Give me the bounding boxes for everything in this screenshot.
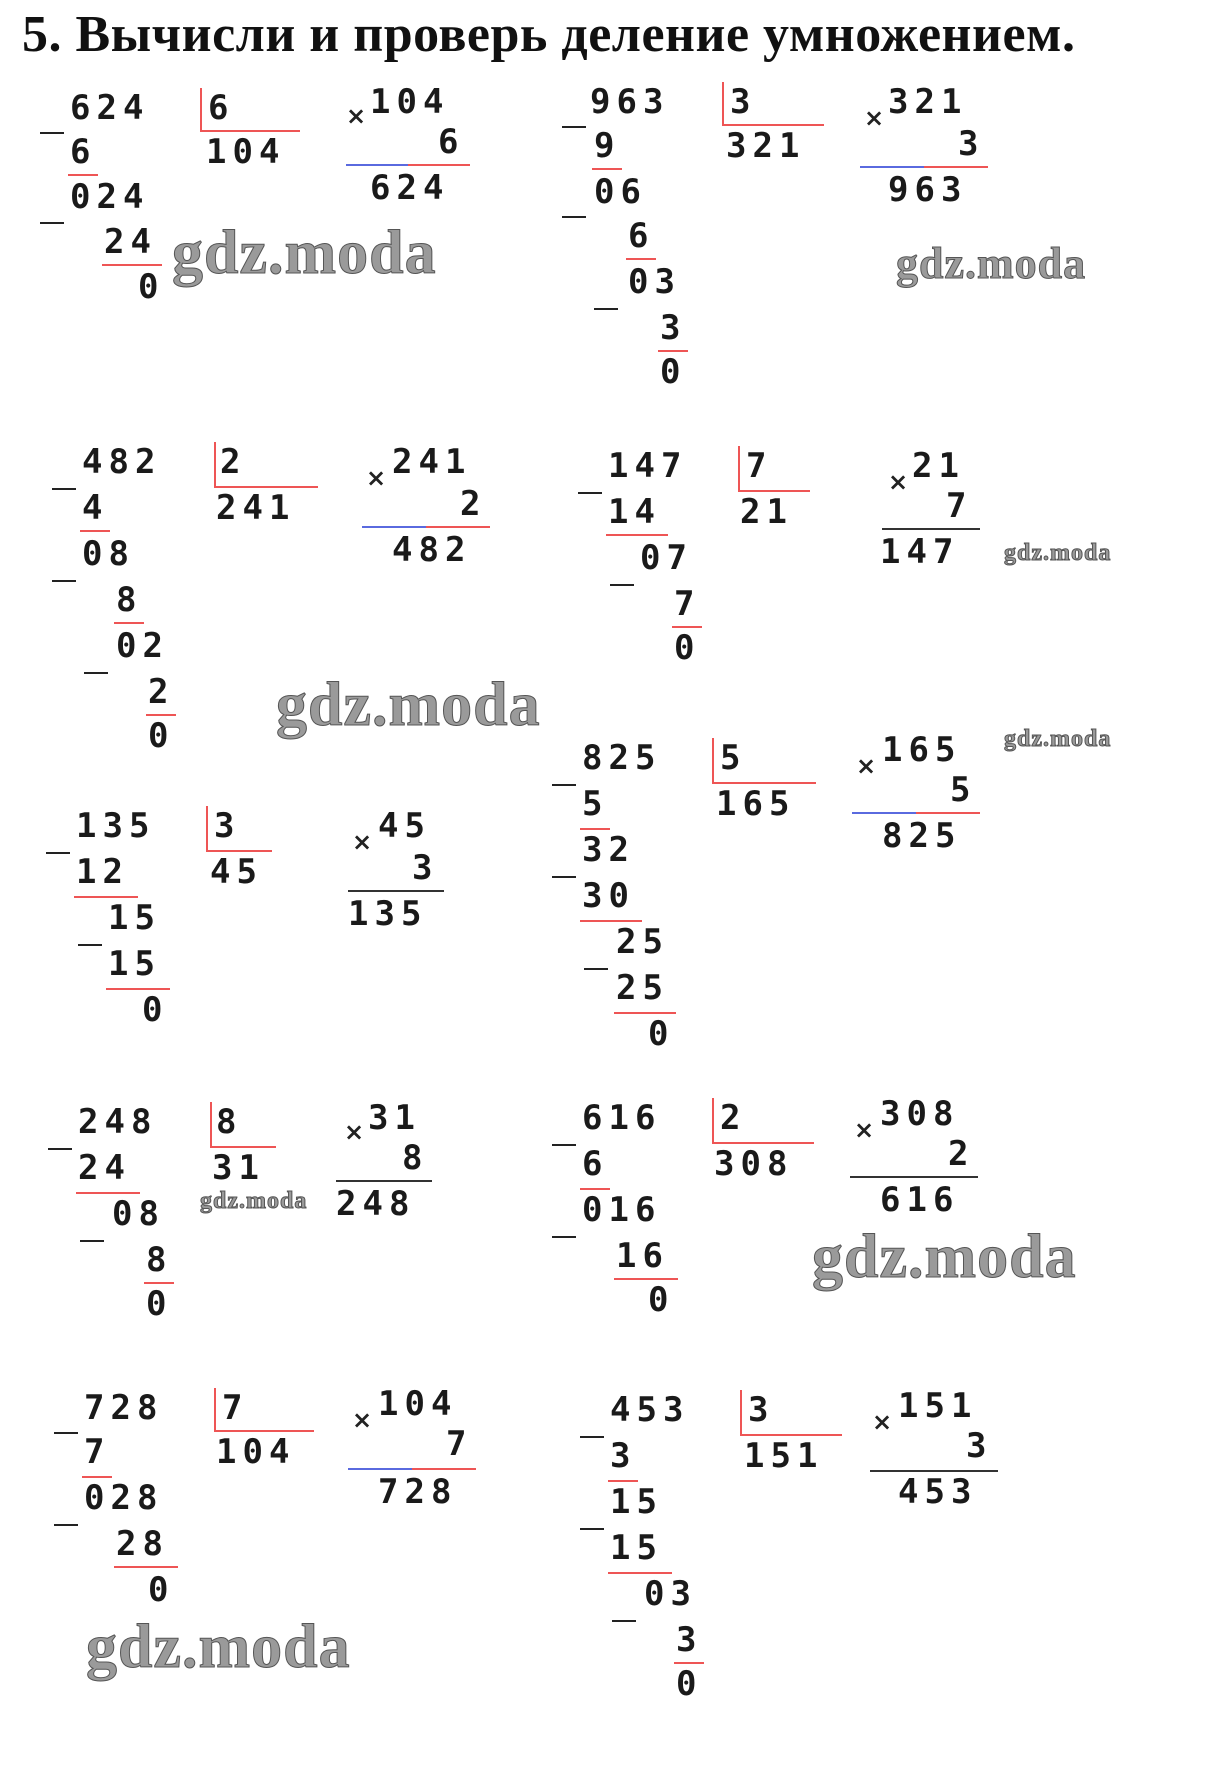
minus-sign [54, 1524, 78, 1526]
factor1: 104 [370, 82, 450, 122]
step-underline [608, 1572, 672, 1574]
step: 0 [674, 628, 701, 668]
step: 12 [76, 852, 129, 892]
quotient: 151 [744, 1436, 824, 1476]
factor2: 7 [946, 486, 973, 526]
minus-sign [46, 852, 70, 854]
minus-sign [594, 308, 618, 310]
divisor-underline [206, 850, 272, 852]
minus-sign [610, 584, 634, 586]
factor1: 104 [378, 1384, 458, 1424]
watermark: gdz.moda [86, 1613, 351, 1681]
step: 16 [616, 1236, 669, 1276]
step-underline [102, 264, 162, 266]
factor2: 3 [966, 1426, 993, 1466]
step: 03 [628, 262, 681, 302]
step: 2 [148, 672, 175, 712]
step: 0 [148, 1570, 175, 1610]
division-bar [712, 1098, 714, 1142]
step: 06 [594, 172, 647, 212]
quotient: 241 [216, 488, 296, 528]
product: 147 [880, 532, 960, 572]
step: 0 [660, 352, 687, 392]
step-underline [82, 1476, 112, 1478]
step-underline [114, 1566, 178, 1568]
product: 248 [336, 1184, 416, 1224]
product: 624 [370, 168, 450, 208]
step: 0 [142, 990, 169, 1030]
minus-sign [48, 1148, 72, 1150]
times-sign: × [872, 1408, 893, 1436]
quotient: 321 [726, 126, 806, 166]
step: 0 [138, 267, 165, 307]
step: 3 [676, 1620, 703, 1660]
step: 28 [116, 1524, 169, 1564]
step: 25 [616, 922, 669, 962]
product: 963 [888, 170, 968, 210]
step-underline [626, 258, 656, 260]
dividend: 963 [590, 82, 670, 122]
dividend: 728 [84, 1388, 164, 1428]
step-underline [68, 174, 98, 176]
factor1: 45 [378, 806, 431, 846]
step: 02 [116, 626, 169, 666]
divisor: 7 [222, 1388, 249, 1428]
step: 0 [146, 1284, 173, 1324]
watermark: gdz.moda [200, 1188, 308, 1214]
step: 4 [82, 488, 109, 528]
step: 08 [112, 1194, 165, 1234]
dividend: 482 [82, 442, 162, 482]
division-bar [214, 1388, 216, 1430]
minus-sign [552, 1236, 576, 1238]
minus-sign [584, 968, 608, 970]
division-bar [206, 806, 208, 850]
division-bar [722, 82, 724, 124]
divisor: 7 [746, 446, 773, 486]
divisor: 3 [730, 82, 757, 122]
divisor: 3 [748, 1390, 775, 1430]
step: 0 [676, 1664, 703, 1704]
step-underline [106, 988, 170, 990]
step: 7 [84, 1432, 111, 1472]
minus-sign [54, 1432, 78, 1434]
product-line [852, 812, 980, 814]
minus-sign [52, 580, 76, 582]
minus-sign [52, 488, 76, 490]
product-line [850, 1176, 978, 1178]
step: 8 [146, 1240, 173, 1280]
minus-sign [40, 132, 64, 134]
division-bar [210, 1102, 212, 1146]
factor2: 6 [438, 122, 465, 162]
step: 6 [70, 132, 97, 172]
minus-sign [552, 876, 576, 878]
quotient: 45 [210, 852, 263, 892]
step: 24 [104, 222, 157, 262]
step-underline [592, 168, 622, 170]
times-sign: × [888, 468, 909, 496]
product: 482 [392, 530, 472, 570]
division-bar [214, 442, 216, 486]
step: 016 [582, 1190, 662, 1230]
division-bar [738, 446, 740, 490]
times-sign: × [856, 752, 877, 780]
exercise-title: 5. Вычисли и проверь деление умножением. [22, 6, 1076, 63]
step: 24 [78, 1148, 131, 1188]
divisor: 6 [208, 88, 235, 128]
minus-sign [562, 126, 586, 128]
step: 024 [70, 177, 150, 217]
step: 9 [594, 126, 621, 166]
minus-sign [580, 1436, 604, 1438]
divisor-underline [214, 1430, 314, 1432]
minus-sign [84, 672, 108, 674]
product: 135 [348, 894, 428, 934]
times-sign: × [366, 464, 387, 492]
factor1: 151 [898, 1386, 978, 1426]
minus-sign [580, 1528, 604, 1530]
step: 7 [674, 584, 701, 624]
step-underline [614, 1278, 678, 1280]
dividend: 825 [582, 738, 662, 778]
step: 6 [628, 216, 655, 256]
minus-sign [80, 1240, 104, 1242]
product: 616 [880, 1180, 960, 1220]
divisor-underline [738, 490, 810, 492]
product: 728 [378, 1472, 458, 1512]
factor1: 21 [912, 446, 965, 486]
quotient: 21 [740, 492, 793, 532]
factor2: 5 [950, 770, 977, 810]
factor2: 7 [446, 1424, 473, 1464]
step: 15 [610, 1528, 663, 1568]
minus-sign [552, 1144, 576, 1146]
watermark: gdz.moda [1004, 726, 1112, 752]
step: 028 [84, 1478, 164, 1518]
factor2: 2 [948, 1134, 975, 1174]
watermark: gdz.moda [172, 219, 437, 287]
quotient: 308 [714, 1144, 794, 1184]
divisor: 2 [220, 442, 247, 482]
step: 07 [640, 538, 693, 578]
divisor-underline [740, 1434, 842, 1436]
watermark: gdz.moda [896, 239, 1087, 288]
step-underline [674, 1662, 704, 1664]
watermark: gdz.moda [1004, 540, 1112, 566]
dividend: 624 [70, 88, 150, 128]
step: 08 [82, 534, 135, 574]
step-underline [114, 622, 144, 624]
times-sign: × [854, 1116, 875, 1144]
product: 825 [882, 816, 962, 856]
step-underline [146, 714, 176, 716]
step-underline [658, 350, 688, 352]
product-line [348, 1468, 476, 1470]
dividend: 135 [76, 806, 156, 846]
division-bar [200, 88, 202, 130]
step: 03 [644, 1574, 697, 1614]
minus-sign [40, 222, 64, 224]
step-underline [608, 1480, 638, 1482]
step-underline [606, 534, 668, 536]
product: 453 [898, 1472, 978, 1512]
step-underline [672, 626, 702, 628]
product-line [860, 166, 988, 168]
step-underline [76, 1192, 140, 1194]
step: 3 [660, 308, 687, 348]
dividend: 147 [608, 446, 688, 486]
factor2: 3 [958, 124, 985, 164]
minus-sign [78, 944, 102, 946]
division-bar [712, 738, 714, 782]
times-sign: × [864, 104, 885, 132]
minus-sign [562, 216, 586, 218]
step: 0 [648, 1280, 675, 1320]
factor2: 3 [412, 848, 439, 888]
factor1: 241 [392, 442, 472, 482]
step: 0 [648, 1014, 675, 1054]
quotient: 104 [206, 132, 286, 172]
quotient: 31 [212, 1148, 265, 1188]
watermark: gdz.moda [276, 671, 541, 739]
product-line [348, 890, 444, 892]
step: 8 [116, 580, 143, 620]
step: 15 [610, 1482, 663, 1522]
step-underline [580, 1188, 610, 1190]
factor1: 165 [882, 730, 962, 770]
step: 30 [582, 876, 635, 916]
product-line [336, 1180, 432, 1182]
step-underline [580, 920, 642, 922]
dividend: 248 [78, 1102, 158, 1142]
factor1: 321 [888, 82, 968, 122]
factor1: 308 [880, 1094, 960, 1134]
dividend: 453 [610, 1390, 690, 1430]
step: 25 [616, 968, 669, 1008]
factor2: 2 [460, 484, 487, 524]
quotient: 165 [716, 784, 796, 824]
minus-sign [612, 1620, 636, 1622]
step: 32 [582, 830, 635, 870]
divisor-underline [214, 486, 318, 488]
step-underline [580, 828, 610, 830]
times-sign: × [344, 1118, 365, 1146]
divisor-underline [200, 130, 300, 132]
step: 14 [608, 492, 661, 532]
times-sign: × [352, 828, 373, 856]
divisor: 8 [216, 1102, 243, 1142]
step-underline [614, 1012, 676, 1014]
step: 15 [108, 944, 161, 984]
divisor-underline [210, 1146, 276, 1148]
dividend: 616 [582, 1098, 662, 1138]
step: 15 [108, 898, 161, 938]
step: 3 [610, 1436, 637, 1476]
step-underline [144, 1282, 174, 1284]
minus-sign [552, 784, 576, 786]
step-underline [80, 530, 110, 532]
step: 0 [148, 716, 175, 756]
divisor-underline [712, 782, 816, 784]
product-line [882, 528, 980, 530]
divisor: 3 [214, 806, 241, 846]
step-underline [74, 896, 138, 898]
watermark: gdz.moda [812, 1223, 1077, 1291]
step: 6 [582, 1144, 609, 1184]
quotient: 104 [216, 1432, 296, 1472]
divisor-underline [722, 124, 824, 126]
factor2: 8 [402, 1138, 429, 1178]
times-sign: × [352, 1406, 373, 1434]
division-bar [740, 1390, 742, 1434]
times-sign: × [346, 102, 367, 130]
product-line [346, 164, 470, 166]
minus-sign [578, 492, 602, 494]
divisor: 5 [720, 738, 747, 778]
divisor-underline [712, 1142, 814, 1144]
factor1: 31 [368, 1098, 421, 1138]
divisor: 2 [720, 1098, 747, 1138]
step: 5 [582, 784, 609, 824]
product-line [362, 526, 490, 528]
